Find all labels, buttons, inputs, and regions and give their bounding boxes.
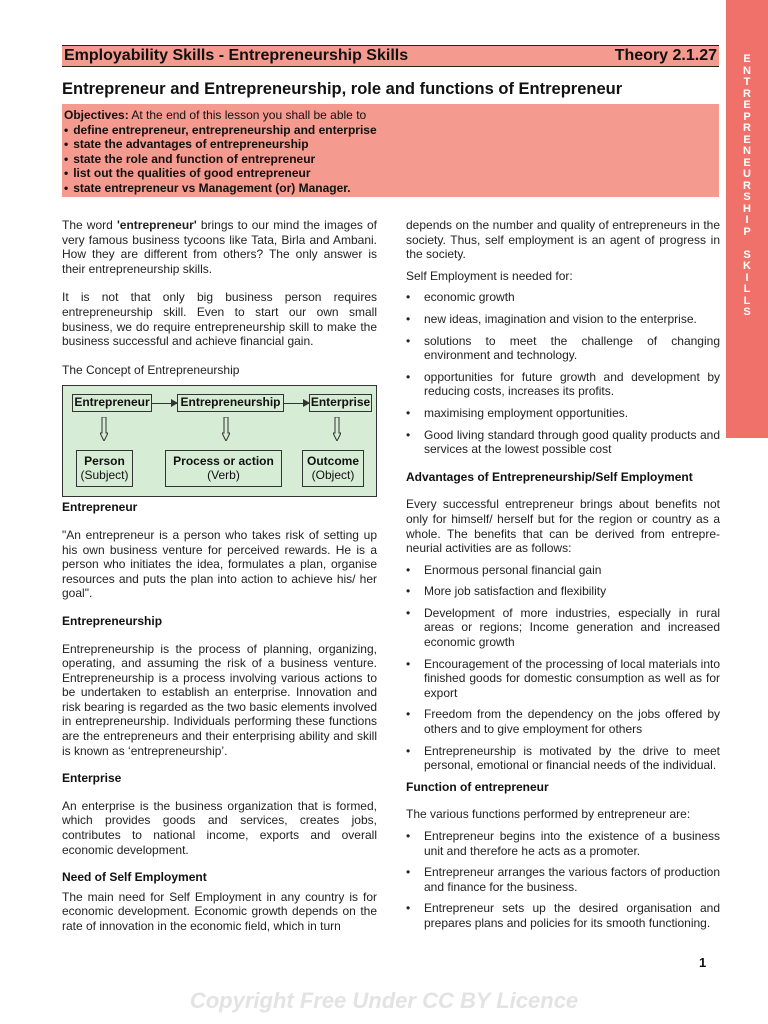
list-item: • solutions to meet the challenge of changing environment and technology. (406, 334, 720, 363)
diagram-outcome-box: Outcome (Object) (302, 450, 364, 487)
side-chapter-tab (726, 0, 768, 438)
concept-diagram (62, 385, 377, 497)
page-number: 1 (699, 955, 707, 970)
list-item: • Enormous personal financial gain (406, 563, 720, 578)
page-title: Entrepreneur and Entrepreneurship, role and functions of Entrepreneur (62, 80, 623, 98)
side-tab-letter: T (743, 76, 751, 88)
side-tab-letter: R (743, 179, 751, 192)
side-tab-letters (726, 54, 768, 319)
arrow-right-icon (152, 403, 177, 404)
list-item: • economic growth (406, 290, 720, 305)
function-intro: The various functions performed by entrepreneur are: (406, 807, 691, 822)
side-tab-letter: R (743, 87, 751, 100)
needed-for-list (406, 290, 720, 456)
side-tab-letter: E (743, 133, 751, 146)
continued-paragraph: depends on the number and quality of entrepreneurs in the society. Thus, self employment is an agent of progress in the society. (406, 218, 720, 262)
right-column (406, 218, 720, 931)
list-item: • Freedom from the dependency on the jobs offered by others and to give employment for others (406, 707, 720, 736)
side-tab-letter: P (743, 110, 751, 123)
entrepreneurship-definition: Entrepreneurship is the process of planning, organizing, operating, and assuming the risk of a business venture. Entrepreneurship is a process involving various actions to be undertaken to establish an enterprise. Innovation and risk bearing is regarded as the two basic elements involved in entrepreneurship. Individuals performing these functions are the entrepreneurs and their enterprising ability and skill is known as ‘entrepreneurship’. (62, 641, 377, 758)
small-business-paragraph: It is not that only big business person requires entrepreneurship skill. Even to start our own small business, we do require entrepreneurship skill to make the business successful and achieve financial gain. (62, 290, 377, 349)
side-tab-letter: N (743, 145, 751, 157)
copyright-watermark: Copyright Free Under CC BY Licence (189, 988, 579, 1013)
objective-item: • state entrepreneur vs Management (or) Manager. (64, 181, 717, 196)
arrow-right-icon (284, 403, 309, 404)
side-tab-letter: S (743, 191, 751, 203)
lesson-number: Theory 2.1.27 (614, 47, 717, 64)
list-item: • Good living standard through good quality products and services at the lowest possible cost (406, 428, 720, 457)
intro-paragraph: The word 'entrepreneur' brings to our mind the images of very famous business tycoons like Tata, Birla and Ambani. How they are different from others? The only answer is their entrepreneurship skills. (62, 218, 377, 276)
arrow-down-icon (100, 417, 108, 441)
function-list (406, 829, 720, 931)
list-item: • Encouragement of the processing of local materials into finished goods for domestic consumption as well as for export (406, 657, 720, 701)
advantages-heading: Advantages of Entrepreneurship/Self Employment (406, 469, 693, 484)
list-item: • opportunities for future growth and development by reducing costs, increases its profits. (406, 370, 720, 399)
module-title: Employability Skills - Entrepreneurship Skills (64, 47, 409, 64)
side-tab-letter: L (743, 294, 751, 307)
side-tab-letter: S (743, 248, 751, 261)
side-tab-letter: S (743, 306, 751, 318)
side-tab-letter: P (743, 225, 751, 238)
objectives-intro: At the end of this lesson you shall be able to (128, 108, 367, 122)
side-tab-letter: U (743, 168, 751, 180)
self-employment-heading: Need of Self Employment (62, 870, 207, 885)
objective-item: • define entrepreneur, entrepreneurship and enterprise (64, 123, 717, 138)
side-tab-letter: I (745, 271, 749, 284)
left-column (62, 218, 377, 934)
advantages-paragraph: Every successful entrepreneur brings about benefits not only for himself/ herself but for the region or country as a whole. The benefits that can be derived from entrepre-neurial activities are as follows: (406, 497, 720, 556)
side-tab-letter: K (743, 260, 751, 272)
objectives-label: Objectives: (64, 108, 129, 122)
list-item: • More job satisfaction and flexibility (406, 584, 720, 599)
side-tab-letter: H (743, 202, 751, 215)
side-tab-letter: L (743, 283, 751, 295)
list-item: • Entrepreneur sets up the desired organisation and prepares plans and policies for its smooth functioning. (406, 901, 720, 930)
list-item: • Development of more industries, especially in rural areas or regions; Income generation and increased economic growth (406, 606, 720, 650)
advantages-list (406, 563, 720, 773)
entrepreneur-heading: Entrepreneur (62, 500, 138, 515)
diagram-entrepreneur-box: Entrepreneur (72, 394, 152, 412)
objectives-box (62, 104, 719, 197)
needed-for-intro: Self Employment is needed for: (406, 268, 573, 283)
enterprise-definition: An enterprise is the business organization that is formed, which provides goods and services, creates jobs, contributes to national income, exports and overall economic development. (62, 798, 377, 857)
list-item: • maximising employment opportunities. (406, 406, 720, 421)
diagram-process-box: Process or action (Verb) (165, 450, 282, 487)
list-item: • new ideas, imagination and vision to the enterprise. (406, 312, 720, 327)
list-item: • Entrepreneur arranges the various factors of production and finance for the business. (406, 865, 720, 894)
list-item: • Entrepreneur begins into the existence of a business unit and therefore he acts as a promoter. (406, 829, 720, 858)
objective-item: • state the role and function of entrepreneur (64, 152, 717, 167)
entrepreneurship-heading: Entrepreneurship (62, 613, 163, 628)
list-item: • Entrepreneurship is motivated by the drive to meet personal, emotional or financial needs of the individual. (406, 744, 720, 773)
concept-heading: The Concept of Entrepreneurship (62, 362, 240, 377)
side-tab-letter (726, 238, 768, 250)
side-tab-letter: E (743, 53, 751, 65)
side-tab-letter: I (745, 214, 749, 226)
side-tab-letter: E (743, 156, 751, 169)
side-tab-letter: R (743, 122, 751, 134)
module-header (62, 45, 719, 67)
side-tab-letter: E (743, 99, 751, 111)
objective-item: • state the advantages of entrepreneurship (64, 137, 717, 152)
diagram-enterprise-box: Enterprise (309, 394, 372, 412)
diagram-person-box: Person (Subject) (76, 450, 133, 487)
enterprise-heading: Enterprise (62, 771, 122, 786)
function-heading: Function of entrepreneur (406, 779, 549, 794)
self-employment-paragraph: The main need for Self Employment in any country is for economic development. Economic growth depends on the rate of innovation in the economic field, which in turn (62, 889, 377, 933)
entrepreneur-definition: "An entrepreneur is a person who takes risk of setting up his own business venture for perceived rewards. He is a person who initiates the idea, formulates a plan, organise resources and puts the plan into action to achieve his/ her goal". (62, 527, 377, 601)
arrow-down-icon (222, 417, 230, 441)
side-tab-letter: N (743, 64, 751, 77)
arrow-down-icon (333, 417, 341, 441)
objective-item: • list out the qualities of good entrepreneur (64, 166, 717, 181)
diagram-entrepreneurship-box: Entrepreneurship (177, 394, 284, 412)
